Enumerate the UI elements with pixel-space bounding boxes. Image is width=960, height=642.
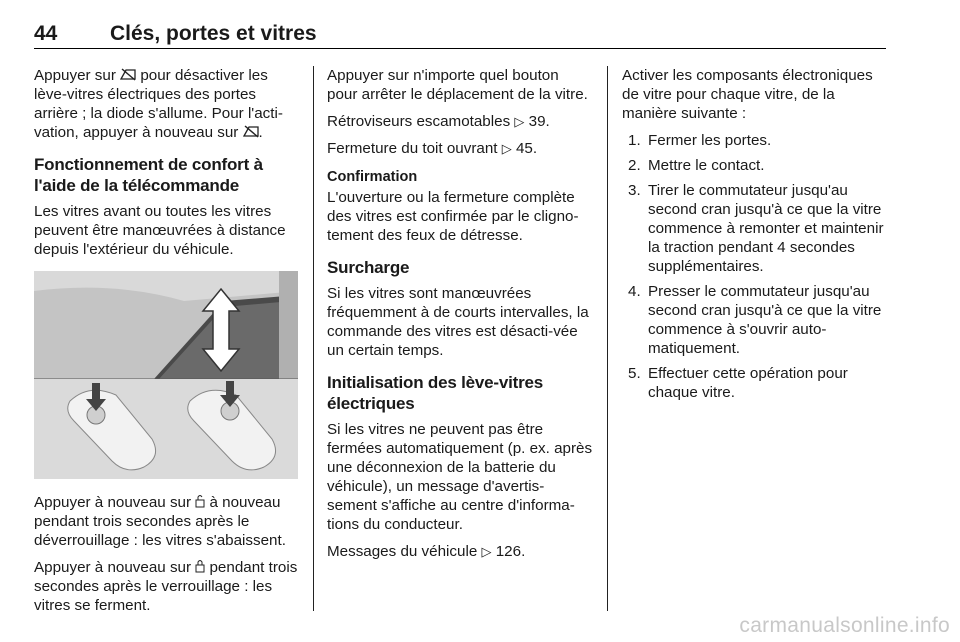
- list-item: 4. Presser le commutateur jusqu'au second cran jusqu'à ce que la vitre commence à s'ouvrir auto-matiquement.: [628, 283, 882, 357]
- paragraph-stop: Appuyer sur n'importe quel bouton pour arrêter le déplacement de la vitre.: [327, 67, 588, 103]
- steps-list: [622, 131, 888, 402]
- window-lock-icon: [243, 125, 259, 138]
- unlock-icon: [195, 494, 205, 508]
- column-right: [622, 66, 888, 408]
- lock-icon: [195, 559, 205, 573]
- page-reference-link[interactable]: 39.: [528, 113, 550, 130]
- car-door-and-keys-image: [34, 271, 298, 479]
- list-item: 5. Effectuer cette opération pour chaque vitre.: [628, 365, 848, 401]
- paragraph-surcharge: Si les vitres sont manœuvrées fréquemment à de courts intervalles, la commande des vitres est désacti-vée un certain temps.: [327, 285, 589, 359]
- page-ref-arrow-icon: ▷: [481, 544, 492, 559]
- paragraph-unlock: Appuyer à nouveau sur à nouveau pendant trois secondes après le déverrouillage : les vitres s'abaissent.: [34, 494, 286, 549]
- chapter-title: Clés, portes et vitres: [110, 22, 317, 45]
- paragraph-confirmation: L'ouverture ou la fermeture complète des vitres est confirmée par le cligno-tement des feux de détresse.: [327, 189, 579, 244]
- column-separator: [313, 66, 314, 611]
- window-lock-icon: [120, 68, 136, 81]
- paragraph-sunroof-ref: Fermeture du toit ouvrant ▷ 45.: [327, 140, 538, 157]
- paragraph-messages-ref: Messages du véhicule ▷ 126.: [327, 543, 526, 560]
- header-rule: [34, 48, 886, 49]
- paragraph-mirrors-ref: Rétroviseurs escamotables ▷ 39.: [327, 113, 550, 130]
- page-reference-link[interactable]: 126.: [495, 543, 526, 560]
- paragraph-lock: Appuyer à nouveau sur pendant trois secondes après le verrouillage : les vitres se ferment.: [34, 559, 298, 614]
- heading-confirmation: Confirmation: [327, 169, 418, 185]
- column-left: [34, 66, 300, 623]
- column-middle: [327, 66, 593, 569]
- column-separator: [607, 66, 608, 611]
- paragraph-child-lock: Appuyer sur pour désactiver les lève-vitres électriques des portes arrière ; la diode s'allume. Pour l'acti-vation, appuyer à nouveau sur .: [34, 67, 283, 141]
- page-ref-arrow-icon: ▷: [501, 141, 512, 156]
- page-ref-arrow-icon: ▷: [514, 114, 525, 129]
- page-number: 44: [34, 22, 58, 45]
- heading-surcharge: Surcharge: [327, 258, 410, 277]
- list-item: 1. Fermer les portes.: [628, 132, 772, 149]
- list-item: 2. Mettre le contact.: [628, 157, 765, 174]
- paragraph-steps-intro: Activer les composants électroniques de vitre pour chaque vitre, de la manière suivante :: [622, 67, 873, 122]
- page-header: [34, 22, 886, 56]
- paragraph-remote: Les vitres avant ou toutes les vitres peuvent être manœuvrées à distance depuis l'extérieur du véhicule.: [34, 203, 286, 258]
- paragraph-initialisation: Si les vitres ne peuvent pas être fermées automatiquement (p. ex. après une déconnexion de la batterie du véhicule), un message d'avertis-sement s'affiche au centre d'informa-tions du conducteur.: [327, 421, 593, 533]
- remote-window-illustration: [34, 271, 298, 479]
- heading-initialisation: Initialisation des lève-vitres électriques: [327, 373, 544, 413]
- page-reference-link[interactable]: 45.: [515, 140, 538, 157]
- watermark: carmanualsonline.info: [739, 614, 950, 637]
- list-item: 3. Tirer le commutateur jusqu'au second cran jusqu'à ce que la vitre commence à remonter et maintenir la traction pendant 4 secondes supplémentaires.: [628, 182, 884, 275]
- heading-comfort: Fonctionnement de confort à l'aide de la télécommande: [34, 155, 263, 195]
